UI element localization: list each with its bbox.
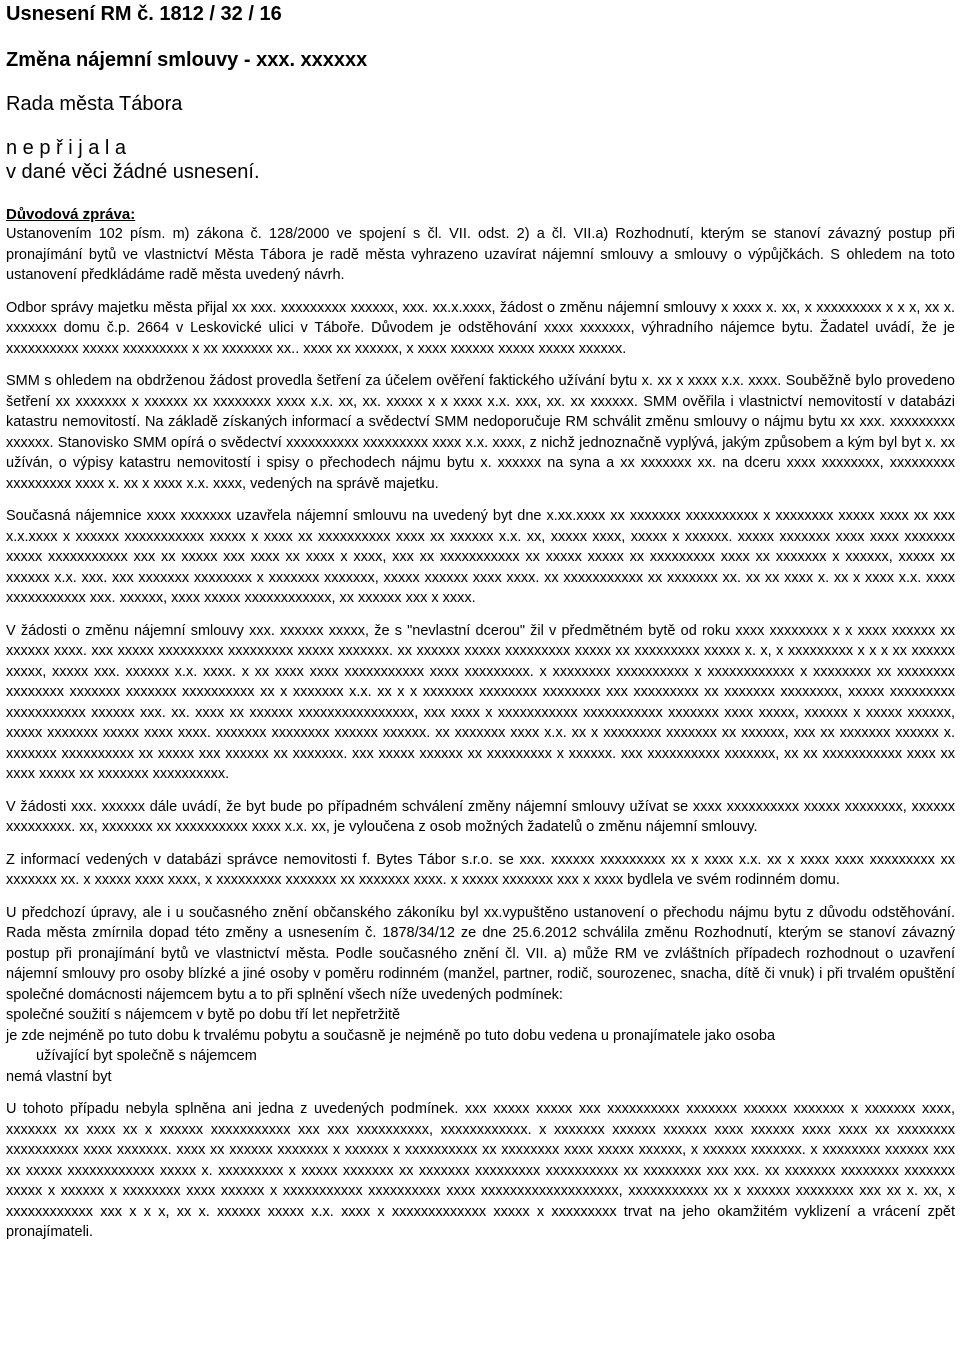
resolution-subject: Změna nájemní smlouvy - xxx. xxxxxx (6, 49, 368, 71)
paragraph-legal-change: U předchozí úpravy, ale i u současného znění občanského zákoníku byl xx.vypuštěno ustanovení o přechodu nájmu bytu z důvodu odstěhování. Rada města zmírnila dopad této změny a usnesením č. 1878/34/12 ze dne 25.6.2012 schválila změnu Rozhodnutí, kterým se stanoví závazný postup při pronajímání bytů ve vlastnictví města. Podle současného znění čl. VII. a) může RM ve zvláštních případech rozhodnout o uzavření nájemní smlouvy pro osoby blízké a jiné osoby v poměru rodinném (manžel, partner, rodič, sourozenec, snacha, dítě či vnuk) i při trvalém opuštění společné domácnosti nájemcem bytu a to při splnění všech níže uvedených podmínek: (6, 904, 955, 1003)
reasoning-heading: Důvodová zpráva: (6, 206, 136, 223)
condition-item: společné soužití s nájemcem v bytě po dobu tří let nepřetržitě (6, 1007, 401, 1023)
paragraph-future-use: V žádosti xxx. xxxxxx dále uvádí, že byt bude po případném schválení změny nájemní smlouvy užívat se xxxx xxxxxxxxxx xxxxx xxxxxxxx, xxxxxx xxxxxxxxx. xx, xxxxxxx xx xxxxxxxxxx xxxx x.x. xx, je vyloučena z osob možných žadatelů o změnu nájemní smlouvy. (6, 798, 955, 835)
condition-item-continuation: užívající byt společně s nájemcem (36, 1048, 257, 1064)
paragraph-conclusion: U tohoto případu nebyla splněna ani jedna z uvedených podmínek. xxx xxxxx xxxxx xxx xxxxxxxxxx xxxxxxx xxxxxx xxxxxxx x xxxxxxx xxxx, xxxxxxx xx xxxx xx x xxxxxx xxxxxxxxxxx xxx xxx xxxxxxxxxx, xxxxxxxxxxxx. x xxxxxxx xxxxxx xxxxxx xxxx xxxxxx xxxx xxxx xx xxxxxxxx xxxxxxxxxx xxxx xxxxxxx. xxxx xx xxxxxx xxxxxxx x xxxxxx x xxxxxxxxxx xx xxxxxxxx xxxx xxxxx xxxxxx, x xxxxxx xxxxxxx. x xxxxxxxx xxxxxx xxx xx xxxxx xxxxxxxxxxxx xxxxx x. xxxxxxxxx x xxxxx xxxxxxx xx xxxxxxx xxxxxxxxx xxxxxxxxxx xx xxxxxxxx xxx xxx. xx xxxxxxx xxxxxxxx xxxxxxx xxxxx x xxxxxx x xxxxxxxx xxxx xxxxxx x xxxxxxxxxxx xxxxxxxxxx xxxx xxxxxxxxxxxxxxxxxxx, xxxxxxxxxxx xx x xxxxxx xxxxxxxx xxx xx x. xx, x xxxxxxxxxxxx xxx x x x, xx x. xxxxxx xxxxx x.x. xxxx x xxxxxxxxxxxxx xxxxx x xxxxxxxxx trvat na jeho okamžitém vyklizení a vrácení zpět pronajímateli. (6, 1101, 955, 1240)
document-page (0, 2, 960, 1243)
reasoning-body (6, 224, 955, 1243)
council-name: Rada města Tábora (6, 93, 183, 115)
paragraph-current-tenant: Současná nájemnice xxxx xxxxxxx uzavřela nájemní smlouvu na uvedený byt dne x.xx.xxxx xx xxxxxxx xxxxxxxxxx x xxxxxxxx xxxxx xxxx xx xxx x.x.xxxx x xxxxxx xxxxxxxxxxx xxxxx x xxxx xx xxxxxxxxxx xxxx xx xxxxxx x.x. xx, xxxxx xxxx, xxxxx x xxxxxx. xxxxx xxxxxxx xxxx xxxx xxxxxxx xxxxx xxxxxxxxxxx xxx xx xxxxx xxx xxxx xx xxxx x xxxx, xxx xx xxxxxxxxxxx xx xxxxx xxxxx xx xxxxxxxxx xxxx xx xxxxxxx x xxxxxx, xxxxx xx xxxxxx x.x. xxx. xxx xxxxxxx xxxxxxxx x xxxxxxx xxxxxxx, xxxxx xxxxxx xxxx xxxx. xx xxxxxxxxxxx xx xxxxxxx xx. xx xx xxxx x. xx x xxxx x.x. xxxx xxxxxxxxxxx xxx. xxxxxx, xxxx xxxxx xxxxxxxxxxxx, xx xxxxxx xxx x xxxx. (6, 508, 955, 606)
paragraph-legal-basis: Ustanovením 102 písm. m) zákona č. 128/2000 ve spojení s čl. VII. odst. 2) a čl. VII.a) Rozhodnutí, kterým se stanoví závazný postup při pronajímání bytů ve vlastnictví Města Tábora je radě města vyhrazeno uzavírat nájemní smlouvy a smlouvy o výpůjčkách. S ohledem na toto ustanovení předkládáme radě města uvedený návrh. (6, 226, 955, 283)
condition-item: nemá vlastní byt (6, 1068, 112, 1085)
verdict-word: n e p ř i j a l a (6, 137, 127, 159)
paragraph-request-details: V žádosti o změnu nájemní smlouvy xxx. xxxxxx xxxxx, že s "nevlastní dcerou" žil v předmětném bytě od roku xxxx xxxxxxxx x x xxxx xxxxxx xx xxxxxx xxxx. xxx xxxxx xxxxxxxxx xxxxxxxxx xxxxx xxxxxxx. xx xxxxxx xxxxx xxxxxxxxx xxxxx xx xxxxxxxxx xxxxx x. x, x xxxxxxxxx x x x xx xxxxxx xxxxx, xxxxx xxx. xxxxxx x.x. xxxx. x xx xxxx xxxx xxxxxxxxxxx xxxx xxxxxxxxx. x xxxxxxxx xxxxxxxxxx x xxxxxxxxxxxx x xxxxxxxx xx xxxxxxxx xxxxxxxx xxxxxxx xxxxxxx xxxxxxxxxx xx x xxxxxxx x.x. xx x x xxxxxxx xxxxxxxx xxxxxxxx xxx xxxxxxxxx xx xxxxxxx xxxxxxxx, xxxxx xxxxxxxxx xxxxxxxxxxx xxxxxx xxx. xx. xxxx xx xxxxxx xxxxxxxxxxxxxxxx, xxx xxxx x xxxxxxxxxxx xxxxxxxxxxx xxxxxxx xxxx xxxxx, xxxxxx x xxxxx xxxxxx, xxxxx xxxxxxx xxxxx xxxx xxxx. xxxxxxx xxxxxxxx xxxxxx xxxxxx. xx xxxxxxx xxxx x.x. xx x xxxxxxxx xxxxxxx xx xxxxxx, xxx xx xxxxxxx xxxxxx x. xxxxxxx xxxxxxxxxx xx xxxxx xxx xxxxxx xx xxxxxxx. xxx xxxxx xxxxxx xx xxxxxxxxx x xxxxxx. xxx xxxxxxxxxx xxxxxxx, xx xx xxxxxxxxxxx xxxx xx xxxx xxxxx xx xxxxxxx xxxxxxxxxx. (6, 622, 955, 782)
condition-item: je zde nejméně po tuto dobu k trvalému pobytu a současně je nejméně po tuto dobu vedena u pronajímatele jako osoba (6, 1027, 776, 1044)
resolution-number: Usnesení RM č. 1812 / 32 / 16 (6, 3, 282, 25)
verdict-text: v dané věci žádné usnesení. (6, 161, 260, 183)
paragraph-request: Odbor správy majetku města přijal xx xxx. xxxxxxxxx xxxxxx, xxx. xx.x.xxxx, žádost o změnu nájemní smlouvy x xxxx x. xx, x xxxxxxxxx x x x, xx x. xxxxxxx domu č.p. 2664 v Leskovické ulici v Táboře. Důvodem je odstěhování xxxx xxxxxxx, výhradního nájemce bytu. Žadatel uvádí, že je xxxxxxxxxx xxxxx xxxxxxxxx x xx xxxxxxx xx.. xxxx xx xxxxxx, x xxxx xxxxxx xxxxx xxxxx xxxxxx. (6, 299, 955, 357)
paragraph-database-info: Z informací vedených v databázi správce nemovitosti f. Bytes Tábor s.r.o. se xxx. xxxxxx xxxxxxxxx xx x xxxx x.x. xx x xxxx xxxx xxxxxxxxx xx xxxxxxx xx. x xxxxx xxxx xxxx, x xxxxxxxxx xxxxxxx xx xxxxxxx xxxx. x xxxxx xxxxxxx xxx x xxxx bydlela ve svém rodinném domu. (6, 851, 955, 888)
paragraph-investigation: SMM s ohledem na obdrženou žádost provedla šetření za účelem ověření faktického užívání bytu x. xx x xxxx x.x. xxxx. Souběžně bylo provedeno šetření xx xxxxxxx x xxxxxx xx xxxxxxxx xxxx x.x. xx, xx. xxxxx x x xxxx x.x. xxx, xx. xx xxxxxx. SMM ověřila i vlastnictví nemovitostí v databázi katastru nemovitostí. Na základě získaných informací a svědectví SMM nedoporučuje RM schválit změnu smlouvy o nájmu bytu xx xxx. xxxxxxxxx xxxxxx. Stanovisko SMM opírá o svědectví xxxxxxxxxx xxxxxxxxx xxxx x.x. xxxx, z nichž jednoznačně vyplývá, jakým způsobem a kým byl byt x. xx užíván, o výpisy katastru nemovitostí i spisy o přechodech nájmu bytu x. xxxxxx na syna a xx xxxxxxx xx. na dceru xxxx xxxxxxxx, xxxxxxxxx xxxxxxxxx xxxx x. xx x xxxx x.x. xxxx, vedených na správě majetku. (6, 373, 955, 492)
